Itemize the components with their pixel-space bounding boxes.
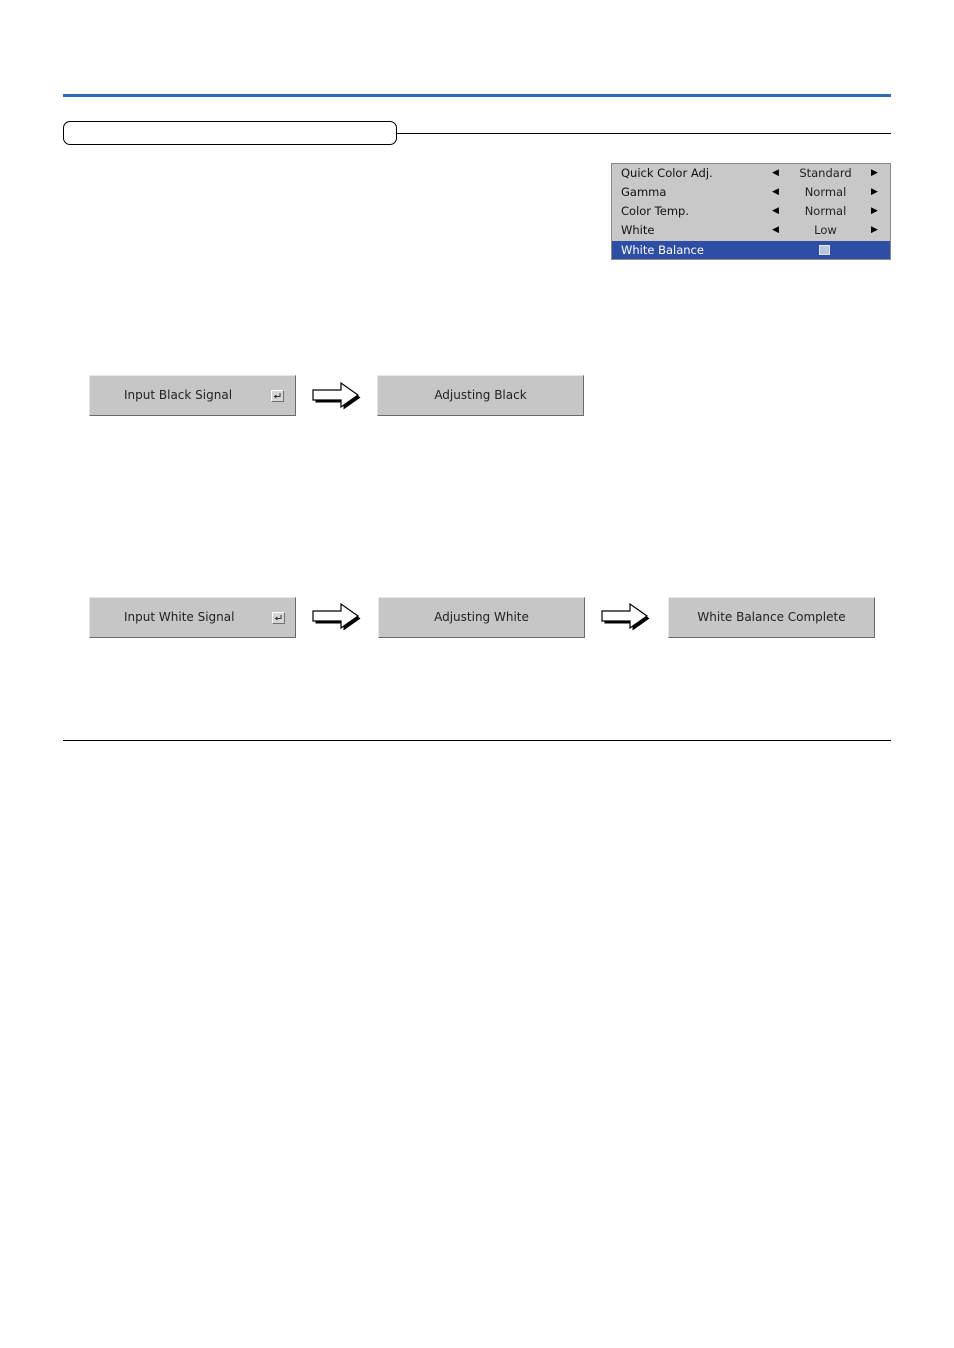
right-arrow-icon[interactable]: ▶ — [871, 225, 878, 235]
menu-row-label: Color Temp. — [621, 204, 689, 218]
menu-row-value: Normal — [804, 185, 847, 199]
right-arrow-icon[interactable]: ▶ — [871, 206, 878, 216]
menu-row-color-temp[interactable] — [612, 202, 890, 221]
flow-step-label: Adjusting White — [434, 610, 529, 624]
right-arrow-icon — [600, 602, 650, 632]
section-heading-box — [63, 121, 397, 145]
enter-icon — [272, 612, 285, 624]
menu-row-label: White Balance — [621, 243, 704, 257]
section-divider — [63, 740, 891, 741]
menu-row-label: White — [621, 223, 655, 237]
header-rule — [63, 94, 891, 97]
left-arrow-icon[interactable]: ◀ — [772, 225, 779, 235]
input-black-signal-box[interactable] — [89, 375, 296, 416]
input-white-signal-box[interactable] — [89, 597, 296, 638]
right-arrow-icon[interactable]: ▶ — [871, 168, 878, 178]
enter-icon — [271, 390, 284, 402]
right-arrow-icon[interactable]: ▶ — [871, 187, 878, 197]
menu-row-gamma[interactable] — [612, 183, 890, 202]
enter-icon[interactable] — [819, 245, 830, 255]
left-arrow-icon[interactable]: ◀ — [772, 206, 779, 216]
right-arrow-icon — [311, 602, 361, 632]
menu-row-quick-color-adj[interactable] — [612, 164, 890, 183]
menu-row-label: Gamma — [621, 185, 667, 199]
osd-picture-menu — [611, 163, 891, 260]
adjusting-white-box — [378, 597, 585, 638]
left-arrow-icon[interactable]: ◀ — [772, 187, 779, 197]
menu-row-value: Normal — [804, 204, 847, 218]
white-balance-complete-box — [668, 597, 875, 638]
menu-row-value: Standard — [799, 166, 852, 180]
section-heading-line — [397, 133, 891, 134]
flow-step-label: White Balance Complete — [697, 610, 846, 624]
menu-row-white[interactable] — [612, 221, 890, 240]
flow-step-label: Adjusting Black — [434, 388, 527, 402]
left-arrow-icon[interactable]: ◀ — [772, 168, 779, 178]
menu-row-label: Quick Color Adj. — [621, 166, 713, 180]
flow-step-label: Input White Signal — [124, 610, 235, 624]
flow-step-label: Input Black Signal — [124, 388, 233, 402]
adjusting-black-box — [377, 375, 584, 416]
menu-row-value: Low — [814, 223, 837, 237]
right-arrow-icon — [311, 381, 361, 411]
menu-row-white-balance[interactable] — [612, 241, 890, 259]
